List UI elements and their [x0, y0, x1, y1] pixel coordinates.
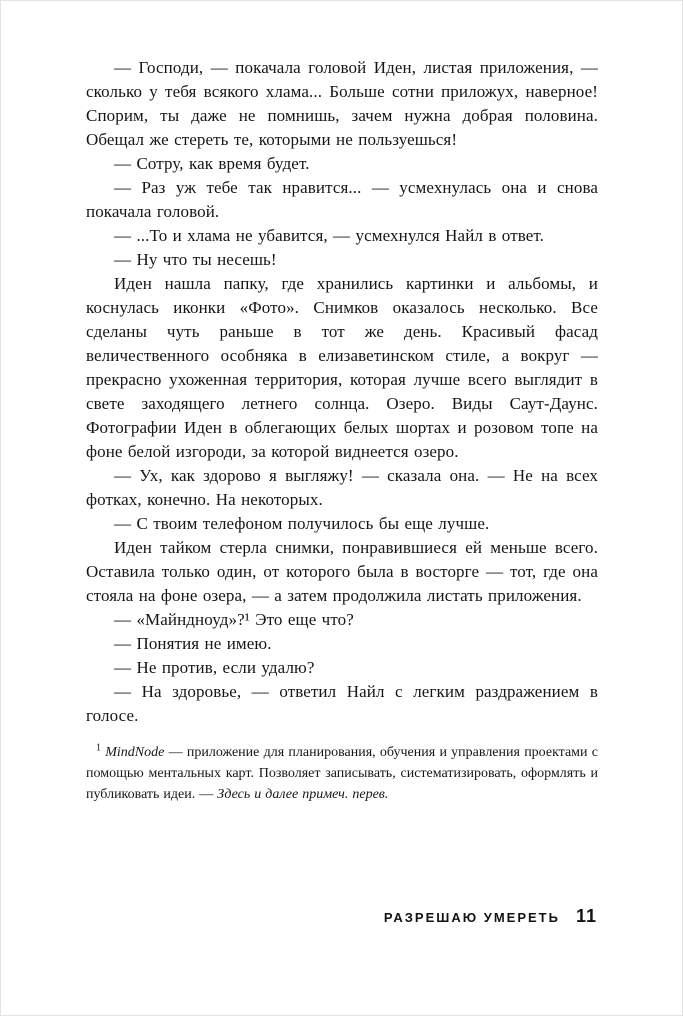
page-footer [384, 906, 597, 927]
paragraph-6: — Ух, как здорово я выгляжу! — сказала она. — Не на всех фотках, конечно. На некоторых. [86, 466, 598, 509]
paragraph-10: — Понятия не имею. [114, 634, 272, 653]
paragraph-7: — С твоим телефоном получилось бы еще лучше. [114, 514, 490, 533]
paragraph-12: — На здоровье, — ответил Найл с легким раздражением в голосе. [86, 682, 598, 725]
footnote-term: MindNode [101, 745, 165, 760]
paragraph-4: — Ну что ты несешь! [114, 250, 277, 269]
paragraph-1: — Сотру, как время будет. [114, 154, 310, 173]
paragraph-9: — «Майндноуд»?¹ Это еще что? [114, 610, 354, 629]
footnote-text: — приложение для планирования, обучения и управления проектами с помощью ментальных карт. Позволяет записывать, систематизировать, оформлять и публиковать идеи. — [86, 745, 598, 802]
paragraph-2: — Раз уж тебе так нравится... — усмехнулась она и снова покачала головой. [86, 178, 598, 221]
body-text [86, 56, 598, 728]
paragraph-8: Иден тайком стерла снимки, понравившиеся ей меньше всего. Оставила только один, от которого была в восторге — тот, где она стояла на фоне озера, — а затем продолжила листать приложения. [86, 538, 598, 605]
paragraph-3: — ...То и хлама не убавится, — усмехнулся Найл в ответ. [114, 226, 544, 245]
footnote [86, 742, 598, 805]
footnote-marker: 1 [96, 742, 101, 754]
page-number: 11 [575, 906, 597, 926]
paragraph-11: — Не против, если удалю? [114, 658, 315, 677]
paragraph-0: — Господи, — покачала головой Иден, листая приложения, — сколько у тебя всякого хлама... Больше сотни приложух, наверное! Спорим, ты даже не помнишь, зачем нужна добрая половина. Обещал же стереть те, которыми не пользуешься! [86, 58, 598, 149]
footnote-translator-note: Здесь и далее примеч. перев. [217, 787, 389, 802]
paragraph-5: Иден нашла папку, где хранились картинки и альбомы, и коснулась иконки «Фото». Снимков оказалось несколько. Все сделаны чуть раньше в тот же день. Красивый фасад величественного особняка в елизаветинском стиле, а вокруг — прекрасно ухоженная территория, которая лучше всего выглядит в свете заходящего летнего солнца. Озеро. Виды Саут-Даунс. Фотографии Иден в облегающих белых шортах и розовом топе на фоне белой изгороди, за которой виднеется озеро. [86, 274, 598, 461]
running-title: РАЗРЕШАЮ УМЕРЕТЬ [383, 910, 560, 925]
